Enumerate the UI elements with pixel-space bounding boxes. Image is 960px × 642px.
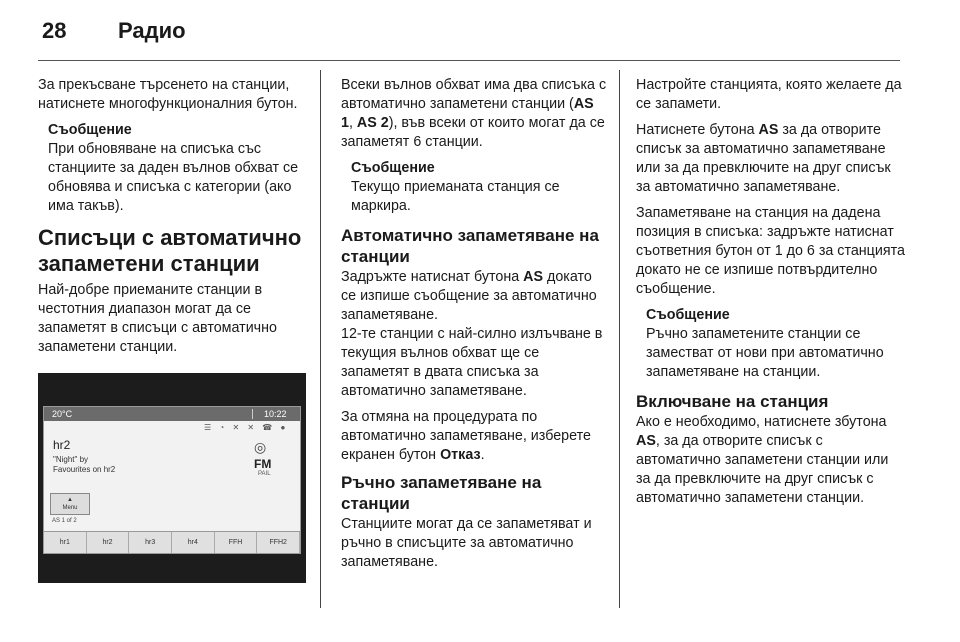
status-icons: ☰ ◔ ✕ ✕ ☎ ● xyxy=(204,423,289,432)
radio-screen-figure xyxy=(38,373,306,583)
paragraph: Настройте станцията, която желаете да се запамети. xyxy=(636,77,902,112)
divider xyxy=(252,409,253,419)
section-heading: Ръчно запаметяване на станции xyxy=(341,473,542,513)
text-run: за да отворите списък за автоматично запаметяване или за да превключите на друг списък за автоматично запаметяване. xyxy=(636,122,891,195)
info-line: "Night" by xyxy=(53,455,89,464)
text-run: Задръжте натиснат бутона xyxy=(341,269,524,285)
clock: 10:22 xyxy=(264,409,287,419)
band-sub-label: PAIL xyxy=(258,471,271,477)
paragraph xyxy=(636,413,906,508)
note-text: При обновяване на списъка със станциите за даден вълнов обхват се обновява и списъка с категории (ако има такъв). xyxy=(48,141,299,214)
station-name: hr2 xyxy=(53,438,71,452)
preset-button[interactable]: hr4 xyxy=(172,532,215,553)
column-3 xyxy=(636,76,906,515)
paragraph xyxy=(341,76,609,152)
column-divider-2 xyxy=(619,70,620,608)
note-text: Ръчно запаметените станции се заместват от нови при автоматично запаметяване на станции. xyxy=(646,326,884,380)
text-run: , за да отворите списък с автоматично запаметени станции или за да превключите на друг списък с автоматично запаметени станции. xyxy=(636,433,889,506)
note-title: Съобщение xyxy=(646,307,730,323)
preset-button[interactable]: hr3 xyxy=(129,532,172,553)
section-heading: Включване на станция xyxy=(636,392,829,411)
button-ref: AS xyxy=(523,269,544,285)
button-ref: AS xyxy=(758,122,779,138)
menu-button[interactable] xyxy=(50,493,90,515)
page-header xyxy=(0,0,960,62)
preset-button[interactable]: hr2 xyxy=(87,532,130,553)
menu-icon: ▲ xyxy=(67,497,73,503)
preset-button[interactable]: hr1 xyxy=(44,532,87,553)
note-block xyxy=(341,159,609,216)
note-block xyxy=(38,121,306,216)
autostore-list-indicator: AS 1 of 2 xyxy=(52,518,77,524)
station-info xyxy=(53,455,115,475)
preset-bar xyxy=(44,531,300,553)
section-heading: Автоматично запаметяване на станции xyxy=(341,226,599,266)
paragraph xyxy=(341,408,609,465)
text-run: ), във всеки от които могат да се запаметят 6 станции. xyxy=(341,115,605,150)
paragraph: Най-добре приеманите станции в честотния диапазон могат да се запаметят в списъци с автоматично запаметени станции. xyxy=(38,282,277,355)
section-heading: Списъци с автоматично запаметени станции xyxy=(38,225,302,276)
paragraph: За прекъсване търсенето на станции, натиснете многофункционалния бутон. xyxy=(38,77,298,112)
text-run: докато се изпише съобщение за автоматично запаметяване. xyxy=(341,269,597,323)
status-bar xyxy=(44,407,300,421)
column-1 xyxy=(38,76,306,364)
text-run: , xyxy=(348,115,357,131)
broadcast-icon: ◎ xyxy=(254,439,267,455)
button-ref: AS 2 xyxy=(356,115,389,131)
text-run: . xyxy=(480,447,485,463)
column-2 xyxy=(341,76,609,579)
text-run: За отмяна на процедурата по автоматично запаметяване, изберете екранен бутон xyxy=(341,409,591,463)
page-number: 28 xyxy=(42,18,67,43)
text-run: Ако е необходимо, натиснете збутона xyxy=(636,414,887,430)
paragraph: 12-те станции с най-силно излъчване в текущия вълнов обхват ще се запаметят в двата списъка за автоматично запаметяване. xyxy=(341,326,603,399)
page-title: Радио xyxy=(118,18,186,43)
preset-button[interactable]: FFH2 xyxy=(257,532,300,553)
text-run: Всеки вълнов обхват има два списъка с автоматично запаметени станции ( xyxy=(341,77,607,112)
paragraph xyxy=(341,268,609,325)
column-divider-1 xyxy=(320,70,321,608)
note-title: Съобщение xyxy=(351,160,435,176)
header-rule xyxy=(38,60,900,61)
info-line: Favourites on hr2 xyxy=(53,465,116,474)
preset-button[interactable]: FFH xyxy=(215,532,258,553)
note-title: Съобщение xyxy=(48,122,132,138)
text-run: Натиснете бутона xyxy=(636,122,759,138)
paragraph xyxy=(636,121,906,197)
button-ref: AS xyxy=(636,433,656,449)
button-ref: AS 1 xyxy=(341,96,594,131)
note-text: Текущо приеманата станция се маркира. xyxy=(351,179,560,214)
button-ref: Отказ xyxy=(440,447,481,463)
band-label: FM xyxy=(254,457,272,471)
temperature: 20°C xyxy=(52,409,73,419)
note-block xyxy=(636,306,906,382)
paragraph: Станциите могат да се запаметяват и ръчно в списъците за автоматично запаметяване. xyxy=(341,516,592,570)
paragraph: Запаметяване на станция на дадена позиция в списъка: задръжте натиснат съответния бутон от 1 до 6 за станцията докато не се изпише потвърдително съобщение. xyxy=(636,205,905,297)
menu-label: Menu xyxy=(62,505,78,511)
radio-display xyxy=(43,406,301,554)
